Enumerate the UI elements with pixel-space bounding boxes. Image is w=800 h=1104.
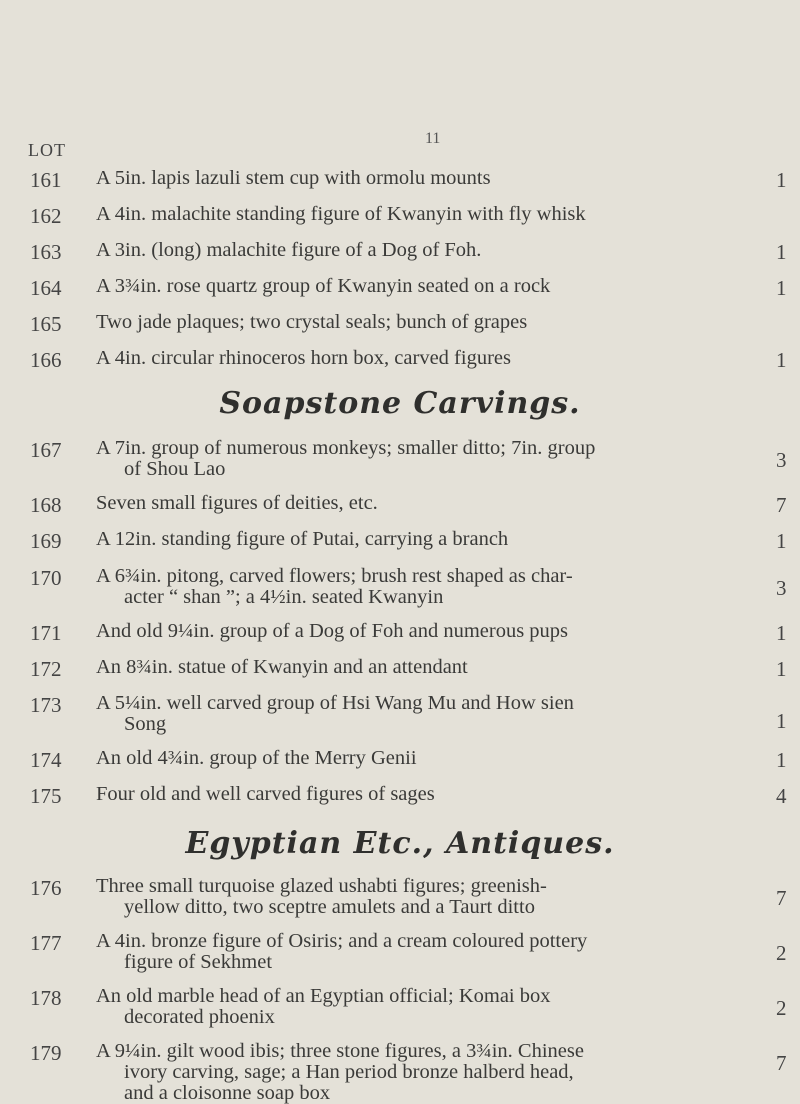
lot-mark: 7 (776, 493, 787, 517)
lot-number: 163 (30, 240, 62, 264)
lot-number: 176 (30, 876, 62, 900)
lot-mark: 7 (776, 886, 787, 910)
lot-number: 166 (30, 348, 62, 372)
lot-description: A 5in. lapis lazuli stem cup with ormolu mounts (96, 167, 491, 189)
lot-mark: 3 (776, 448, 787, 472)
lot-description-line: A 4in. bronze figure of Osiris; and a cream coloured pottery (96, 930, 588, 952)
lot-mark: 1 (776, 529, 787, 553)
lot-number: 162 (30, 204, 62, 228)
lot-mark: 7 (776, 1051, 787, 1075)
lot-description: And old 9¼in. group of a Dog of Foh and numerous pups (96, 620, 569, 642)
lot-description-line: An old marble head of an Egyptian official; Komai box (96, 985, 551, 1007)
page-number: 11 (425, 130, 441, 147)
lot-number: 161 (30, 168, 62, 192)
lot-number: 164 (30, 276, 62, 300)
lot-description (96, 1041, 756, 1104)
lot-description: A 3in. (long) malachite figure of a Dog of Foh. (96, 239, 482, 261)
section-title-soapstone: Soapstone Carvings. (219, 386, 581, 421)
lot-mark: 1 (776, 168, 787, 192)
lot-mark: 2 (776, 941, 787, 965)
lot-description-line: A 9¼in. gilt wood ibis; three stone figures, a 3¾in. Chinese (96, 1040, 584, 1062)
lot-description: A 4in. circular rhinoceros horn box, carved figures (96, 347, 511, 369)
lot-number: 171 (30, 621, 62, 645)
lot-description (96, 566, 756, 608)
lot-number: 167 (30, 438, 62, 462)
lot-description (96, 693, 756, 735)
lot-description-line: A 6¾in. pitong, carved flowers; brush rest shaped as char- (96, 565, 573, 587)
lot-number: 168 (30, 493, 62, 517)
lot-mark: 3 (776, 576, 787, 600)
lot-description: A 12in. standing figure of Putai, carrying a branch (96, 528, 509, 550)
lot-description-continuation: acter “ shan ”; a 4½in. seated Kwanyin (124, 586, 444, 608)
lot-description: A 3¾in. rose quartz group of Kwanyin seated on a rock (96, 275, 551, 297)
lot-number: 175 (30, 784, 62, 808)
lot-mark: 1 (776, 709, 787, 733)
lot-description: A 4in. malachite standing figure of Kwanyin with fly whisk (96, 203, 586, 225)
lot-mark: 1 (776, 276, 787, 300)
lot-mark: 1 (776, 240, 787, 264)
section-title-egyptian: Egyptian Etc., Antiques. (185, 826, 615, 861)
lot-description: Seven small figures of deities, etc. (96, 492, 378, 514)
lot-number: 170 (30, 566, 62, 590)
lot-number: 165 (30, 312, 62, 336)
lot-description: Two jade plaques; two crystal seals; bunch of grapes (96, 311, 528, 333)
lot-description (96, 931, 756, 973)
lot-description (96, 438, 756, 480)
lot-number: 177 (30, 931, 62, 955)
lot-mark: 1 (776, 348, 787, 372)
lot-description-line: A 7in. group of numerous monkeys; smaller ditto; 7in. group (96, 437, 596, 459)
lot-mark: 1 (776, 621, 787, 645)
lot-description-continuation: figure of Sekhmet (124, 951, 273, 973)
lot-number: 174 (30, 748, 62, 772)
lot-number: 179 (30, 1041, 62, 1065)
lot-description-continuation: ivory carving, sage; a Han period bronze halberd head, (124, 1061, 574, 1083)
lot-description-line: Three small turquoise glazed ushabti figures; greenish- (96, 875, 547, 897)
lot-description-continuation: decorated phoenix (124, 1006, 275, 1028)
lot-mark: 1 (776, 748, 787, 772)
lot-description-continuation: yellow ditto, two sceptre amulets and a Taurt ditto (124, 896, 535, 918)
lot-mark: 4 (776, 784, 787, 808)
lot-description-line: A 5¼in. well carved group of Hsi Wang Mu and How sien (96, 692, 574, 714)
lot-number: 178 (30, 986, 62, 1010)
lot-number: 173 (30, 693, 62, 717)
lot-description: An old 4¾in. group of the Merry Genii (96, 747, 417, 769)
lot-number: 172 (30, 657, 62, 681)
lot-description-continuation: Song (124, 713, 167, 735)
lot-description-continuation: of Shou Lao (124, 458, 226, 480)
lot-description (96, 986, 756, 1028)
lot-description-continuation: and a cloisonne soap box (124, 1082, 331, 1104)
lot-description: An 8¾in. statue of Kwanyin and an attendant (96, 656, 468, 678)
lot-mark: 1 (776, 657, 787, 681)
lot-description: Four old and well carved figures of sages (96, 783, 435, 805)
lot-description (96, 876, 756, 918)
lot-mark: 2 (776, 996, 787, 1020)
lot-column-heading: LOT (28, 140, 66, 160)
lot-number: 169 (30, 529, 62, 553)
